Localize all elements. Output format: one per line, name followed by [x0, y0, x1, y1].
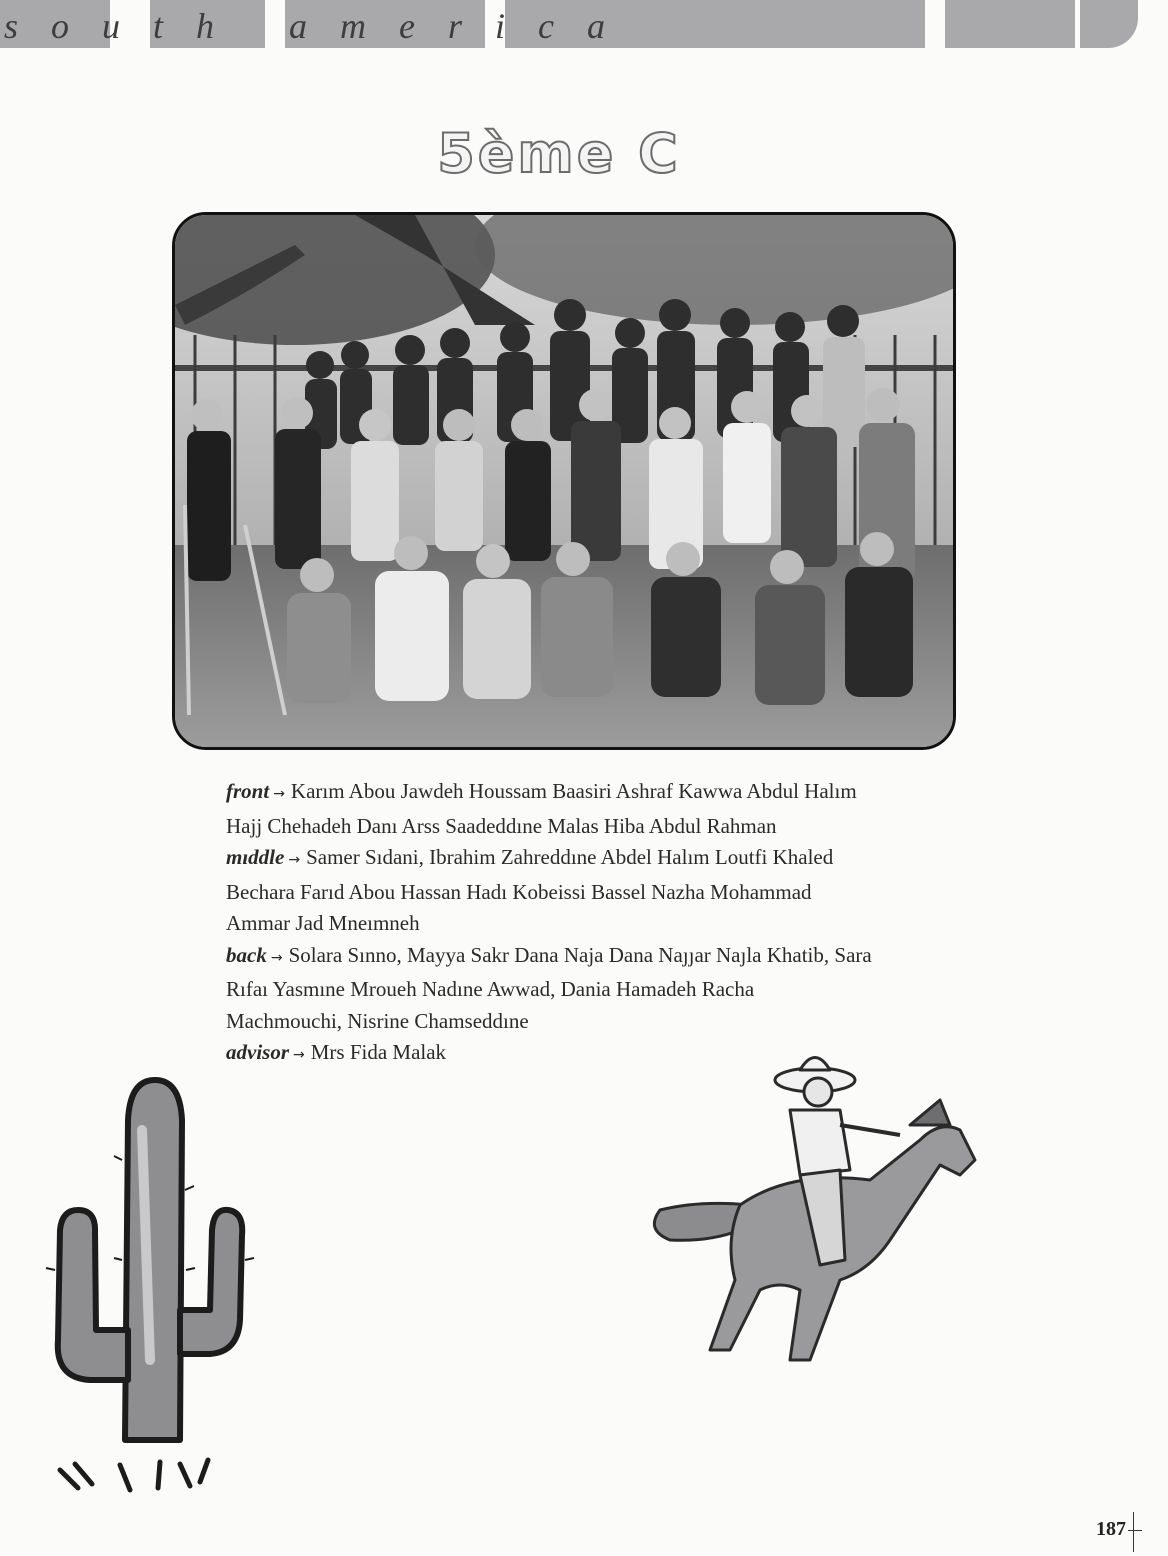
back-row-label: back	[226, 942, 267, 967]
region-heading: south america	[4, 6, 638, 46]
front-row-names: Karım Abou Jawdeh Houssam Baasiri Ashraf Kawwa Abdul Halım	[290, 779, 857, 803]
caption-line	[226, 940, 926, 975]
cactus-illustration	[30, 1060, 270, 1510]
front-row-label: front	[226, 779, 270, 803]
middle-row-label: mıddle	[226, 845, 285, 869]
advisor-label: advisor	[226, 1040, 289, 1064]
photo-scene	[175, 215, 953, 747]
caption-line: Bechara Farıd Abou Hassan Hadı Kobeissi Bassel Nazha Mohammad	[226, 879, 812, 904]
caption-line: Ammar Jad Mneımneh	[226, 911, 420, 935]
arrow-icon: →	[270, 949, 283, 966]
banner-block	[1080, 0, 1138, 48]
caption-line: Hajj Chehadeh Danı Arss Saadeddıne Malas Hiba Abdul Rahman	[226, 813, 777, 838]
class-group-photo	[172, 212, 956, 750]
advisor-name: Mrs Fida Malak	[310, 1040, 447, 1064]
photo-caption	[226, 776, 926, 1072]
page-number-rule	[1128, 1530, 1142, 1531]
arrow-icon: →	[288, 852, 301, 868]
page-number: 187	[1096, 1518, 1126, 1540]
header-banner	[0, 0, 1168, 48]
page-title: 5ème C	[437, 122, 681, 185]
arrow-icon: →	[293, 1047, 305, 1063]
banner-block	[945, 0, 1075, 48]
caption-line	[226, 842, 926, 877]
arrow-icon: →	[273, 786, 285, 802]
middle-row-names: Samer Sıdani, Ibrahim Zahreddıne Abdel Halım Loutfi Khaled	[306, 845, 834, 869]
back-row-names: Solara Sınno, Mayya Sakr Dana Naja Dana Naȷȷar Naȷla Khatib, Sara	[288, 942, 872, 967]
horse-rider-illustration	[640, 1030, 990, 1390]
caption-line: Machmouchi, Nisrine Chamseddıne	[226, 1008, 529, 1033]
caption-line: Rıfaı Yasmıne Mroueh Nadıne Awwad, Dania Hamadeh Racha	[226, 977, 755, 1001]
page-number-rule	[1133, 1512, 1134, 1552]
caption-line	[226, 776, 926, 811]
